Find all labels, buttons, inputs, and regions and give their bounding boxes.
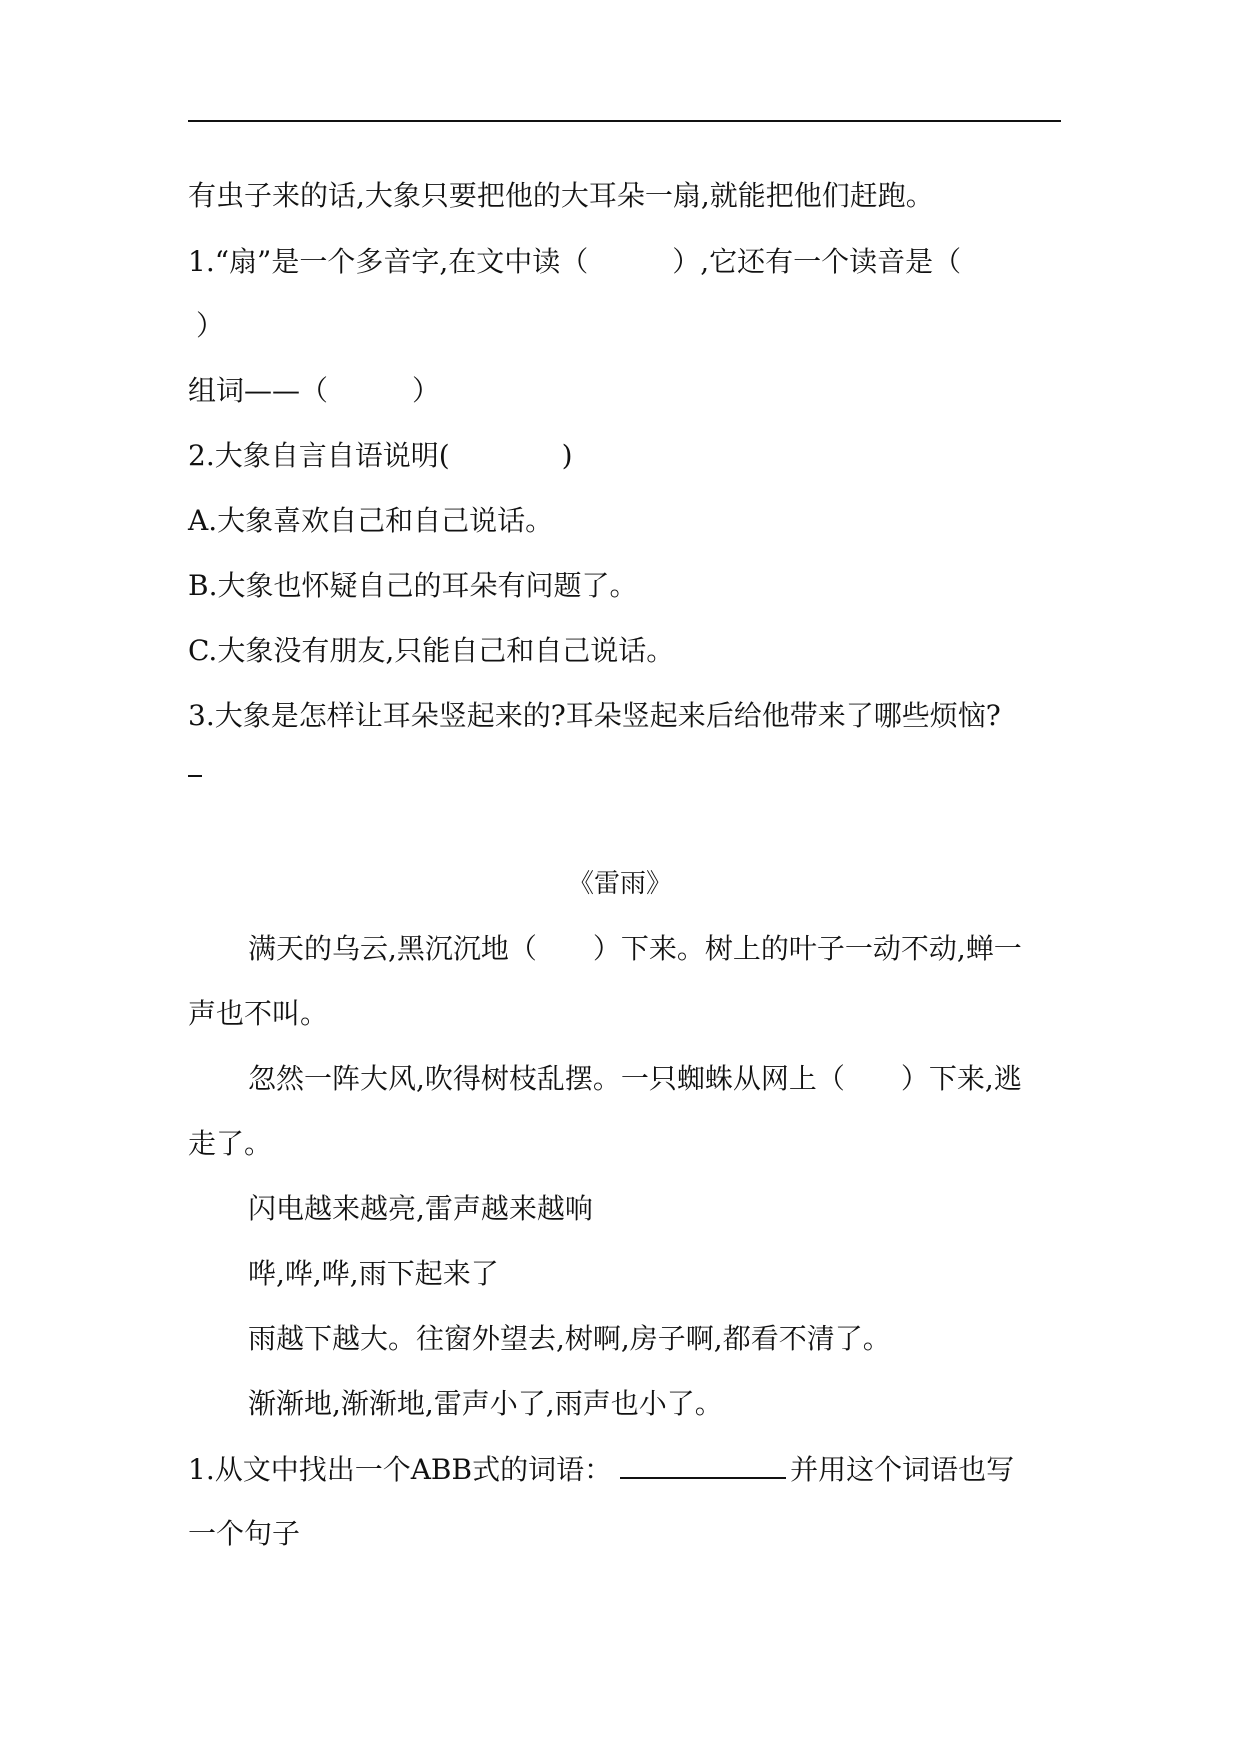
paragraph-2-line1: 忽然一阵大风,吹得树枝乱摆。一只蜘蛛从网上（ ）下来,逃 <box>248 1062 1022 1095</box>
question-2: 2.大象自言自语说明( ) <box>188 439 573 472</box>
question-2-option-b: B.大象也怀疑自己的耳朵有问题了。 <box>188 569 638 602</box>
question-1-line2: ） <box>196 309 225 342</box>
header-rule <box>188 120 1061 122</box>
question-2-option-c: C.大象没有朋友,只能自己和自己说话。 <box>188 634 675 667</box>
passage2-question-1-line2: 一个句子 <box>188 1517 301 1550</box>
paragraph-4: 哗,哗,哗,雨下起来了 <box>248 1257 499 1290</box>
passage1-tail: 有虫子来的话,大象只要把他的大耳朵一扇,就能把他们赶跑。 <box>188 179 934 212</box>
paragraph-5: 雨越下越大。往窗外望去,树啊,房子啊,都看不清了。 <box>248 1322 891 1355</box>
paragraph-3: 闪电越来越亮,雷声越来越响 <box>248 1192 593 1225</box>
paragraph-1-line2: 声也不叫。 <box>188 997 329 1030</box>
question-3: 3.大象是怎样让耳朵竖起来的?耳朵竖起来后给他带来了哪些烦恼? <box>188 699 1001 732</box>
paragraph-6: 渐渐地,渐渐地,雷声小了,雨声也小了。 <box>248 1387 723 1420</box>
question-1-suffix: 并用这个词语也写 <box>790 1453 1015 1486</box>
question-2-option-a: A.大象喜欢自己和自己说话。 <box>188 504 554 537</box>
passage2-title: 《雷雨》 <box>567 869 672 899</box>
question-1-line1: 1.“扇”是一个多音字,在文中读（ ）,它还有一个读音是（ <box>188 245 962 278</box>
answer-blank[interactable] <box>620 1451 786 1479</box>
question-1-prefix: 1.从文中找出一个ABB式的词语： <box>188 1453 613 1486</box>
paragraph-2-line2: 走了。 <box>188 1127 273 1160</box>
text-cursor <box>188 775 202 777</box>
question-1-line3: 组词——（ ） <box>188 374 441 407</box>
passage2-question-1 <box>188 1451 1014 1488</box>
paragraph-1-line1: 满天的乌云,黑沉沉地（ ）下来。树上的叶子一动不动,蝉一 <box>248 932 1022 965</box>
